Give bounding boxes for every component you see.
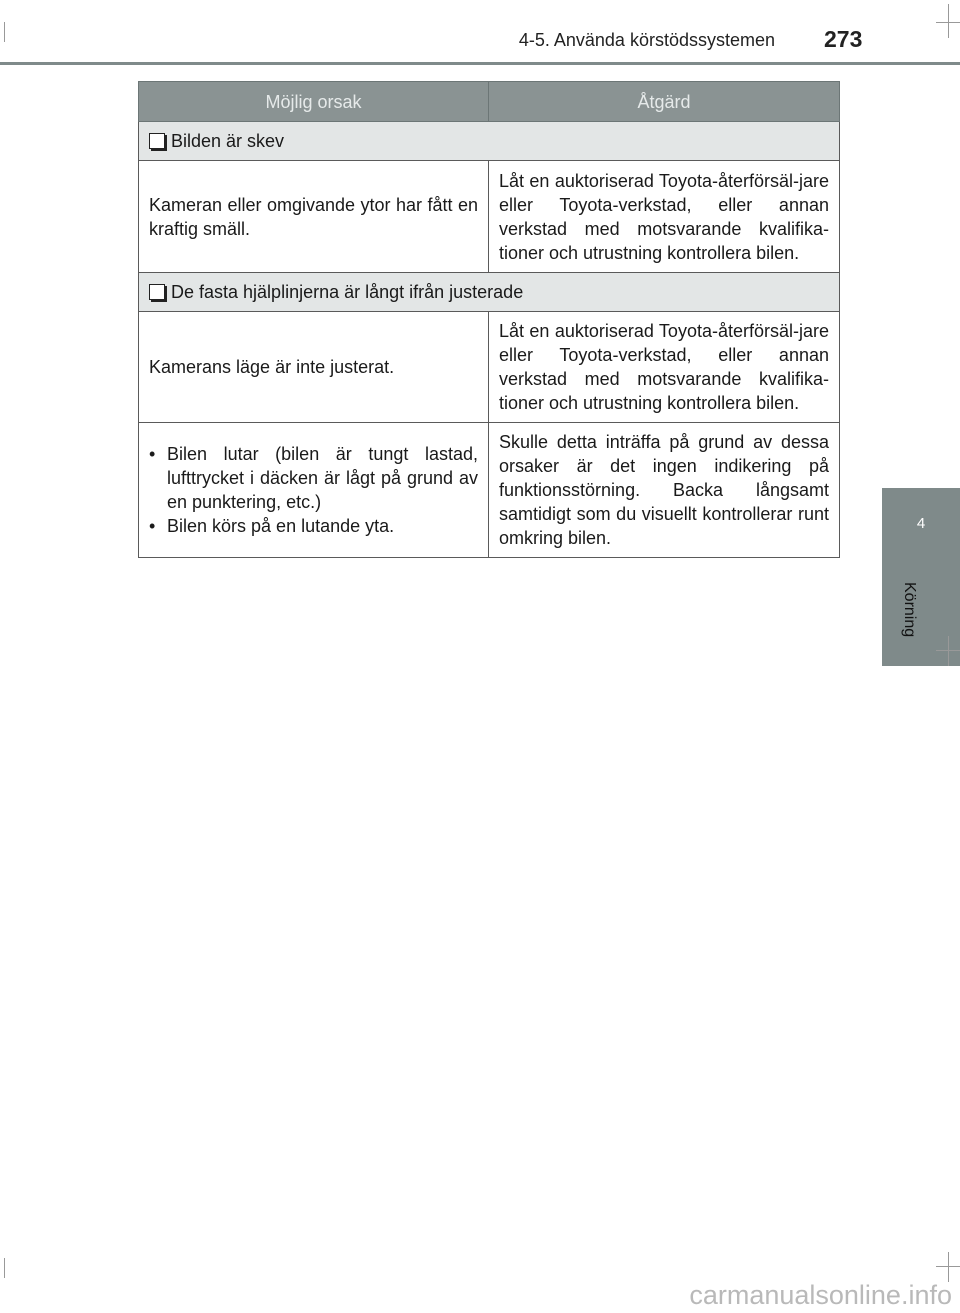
chapter-tab [882, 488, 960, 560]
section-heading [139, 273, 840, 312]
crop-mark [936, 650, 960, 651]
cause-cell: Kamerans läge är inte justerat. [139, 312, 489, 423]
crop-mark [948, 636, 949, 666]
crop-mark [936, 1266, 960, 1267]
column-header-cause: Möjlig orsak [139, 82, 489, 122]
checkbox-icon [149, 133, 165, 149]
action-cell: Låt en auktoriserad Toyota-återförsäl-jare eller Toyota-verkstad, eller annan verkstad med motsvarande kvalifika-tioner och utrustning kontrollera bilen. [489, 312, 840, 423]
list-item: • Bilen körs på en lutande yta. [149, 514, 478, 538]
table-header-row [139, 82, 840, 122]
crop-mark [4, 1258, 5, 1278]
header-rule [0, 62, 960, 65]
action-cell: Skulle detta inträffa på grund av dessa orsaker är det ingen indikering på funktionsstörning. Backa långsamt samtidigt som du visuellt kontrollerar runt omkring bilen. [489, 423, 840, 558]
table-row [139, 423, 840, 558]
crop-mark [4, 22, 5, 42]
table-row [139, 312, 840, 423]
column-header-action: Åtgärd [489, 82, 840, 122]
section-row [139, 122, 840, 161]
chapter-label: Körning [901, 582, 918, 638]
action-cell: Låt en auktoriserad Toyota-återförsäl-jare eller Toyota-verkstad, eller annan verkstad med motsvarande kvalifika-tioner och utrustning kontrollera bilen. [489, 161, 840, 273]
section-heading [139, 122, 840, 161]
checkbox-icon [149, 284, 165, 300]
page-number: 273 [824, 26, 863, 52]
table-row [139, 161, 840, 273]
cause-list [149, 442, 478, 538]
cause-cell: Kameran eller omgivande ytor har fått en kraftig smäll. [139, 161, 489, 273]
chapter-number: 4 [916, 515, 926, 532]
section-title-text: Bilden är skev [171, 131, 285, 151]
crop-mark [948, 4, 949, 38]
section-title: 4-5. Använda körstödssystemen [518, 30, 775, 50]
cause-cell [139, 423, 489, 558]
troubleshooting-table [138, 81, 840, 558]
section-row [139, 273, 840, 312]
list-item: • Bilen lutar (bilen är tungt lastad, lufttrycket i däcken är lågt på grund av en punktering, etc.) [149, 442, 478, 514]
section-title-text: De fasta hjälplinjerna är långt ifrån justerade [171, 282, 524, 302]
crop-mark [948, 1252, 949, 1282]
watermark: carmanualsonline.info [689, 1280, 952, 1310]
crop-mark [936, 22, 960, 23]
